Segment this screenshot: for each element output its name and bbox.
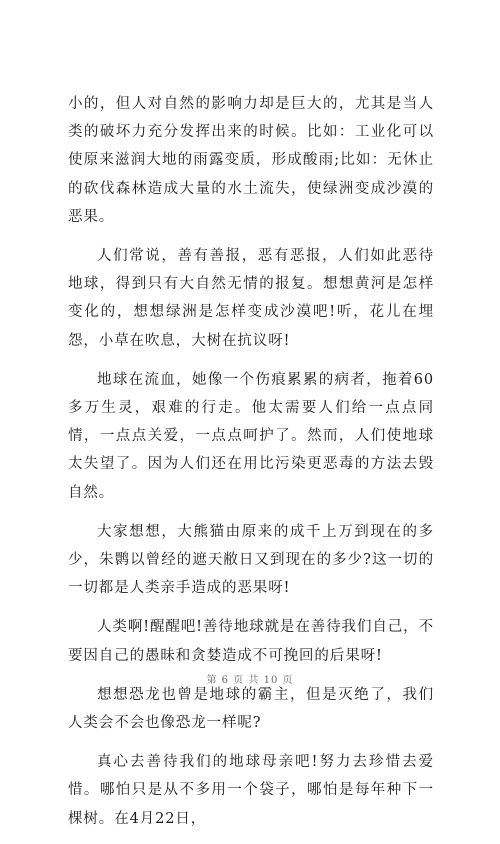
paragraph-4: 大家想想，大熊猫由原来的成千上万到现在的多少，朱鹮以曾经的遮天敝日又到现在的多少?这一切的一切都是人类亲手造成的恶果呀!	[68, 523, 434, 597]
paragraph-1: 小的，但人对自然的影响力却是巨大的，尤其是当人类的破坏力充分发挥出来的时候。比如：工业化可以使原来滋润大地的雨露变质，形成酸雨;比如：无休止的砍伐森林造成大量的水土流失，使绿洲变成沙漠的恶果。	[68, 96, 434, 225]
paragraph-6: 想想恐龙也曾是地球的霸主，但是灭绝了，我们人类会不会也像恐龙一样呢?	[68, 686, 434, 732]
document-body	[68, 90, 434, 844]
paragraph-7: 真心去善待我们的地球母亲吧!努力去珍惜去爱惜。哪怕只是从不多用一个袋子，哪怕是每年种下一棵树。在4月22日，	[68, 754, 434, 827]
paragraph-3: 地球在流血，她像一个伤痕累累的病者，拖着60多万生灵，艰难的行走。他太需要人们给一点点同情，一点点关爱，一点点呵护了。然而，人们使地球太失望了。因为人们还在用比污染更恶毒的方法去毁自然。	[68, 371, 434, 501]
paragraph-2: 人们常说，善有善报，恶有恶报，人们如此恶待地球，得到只有大自然无情的报复。想想黄河是怎样变化的，想想绿洲是怎样变成沙漠吧!听，花儿在埋怨，小草在吹息，大树在抗议呀!	[68, 248, 434, 349]
page-number-footer: 第 6 页 共 10 页	[206, 675, 294, 686]
paragraph-5: 人类啊!醒醒吧!善待地球就是在善待我们自己，不要因自己的愚昧和贪婪造成不可挽回的后果呀!	[68, 619, 434, 664]
